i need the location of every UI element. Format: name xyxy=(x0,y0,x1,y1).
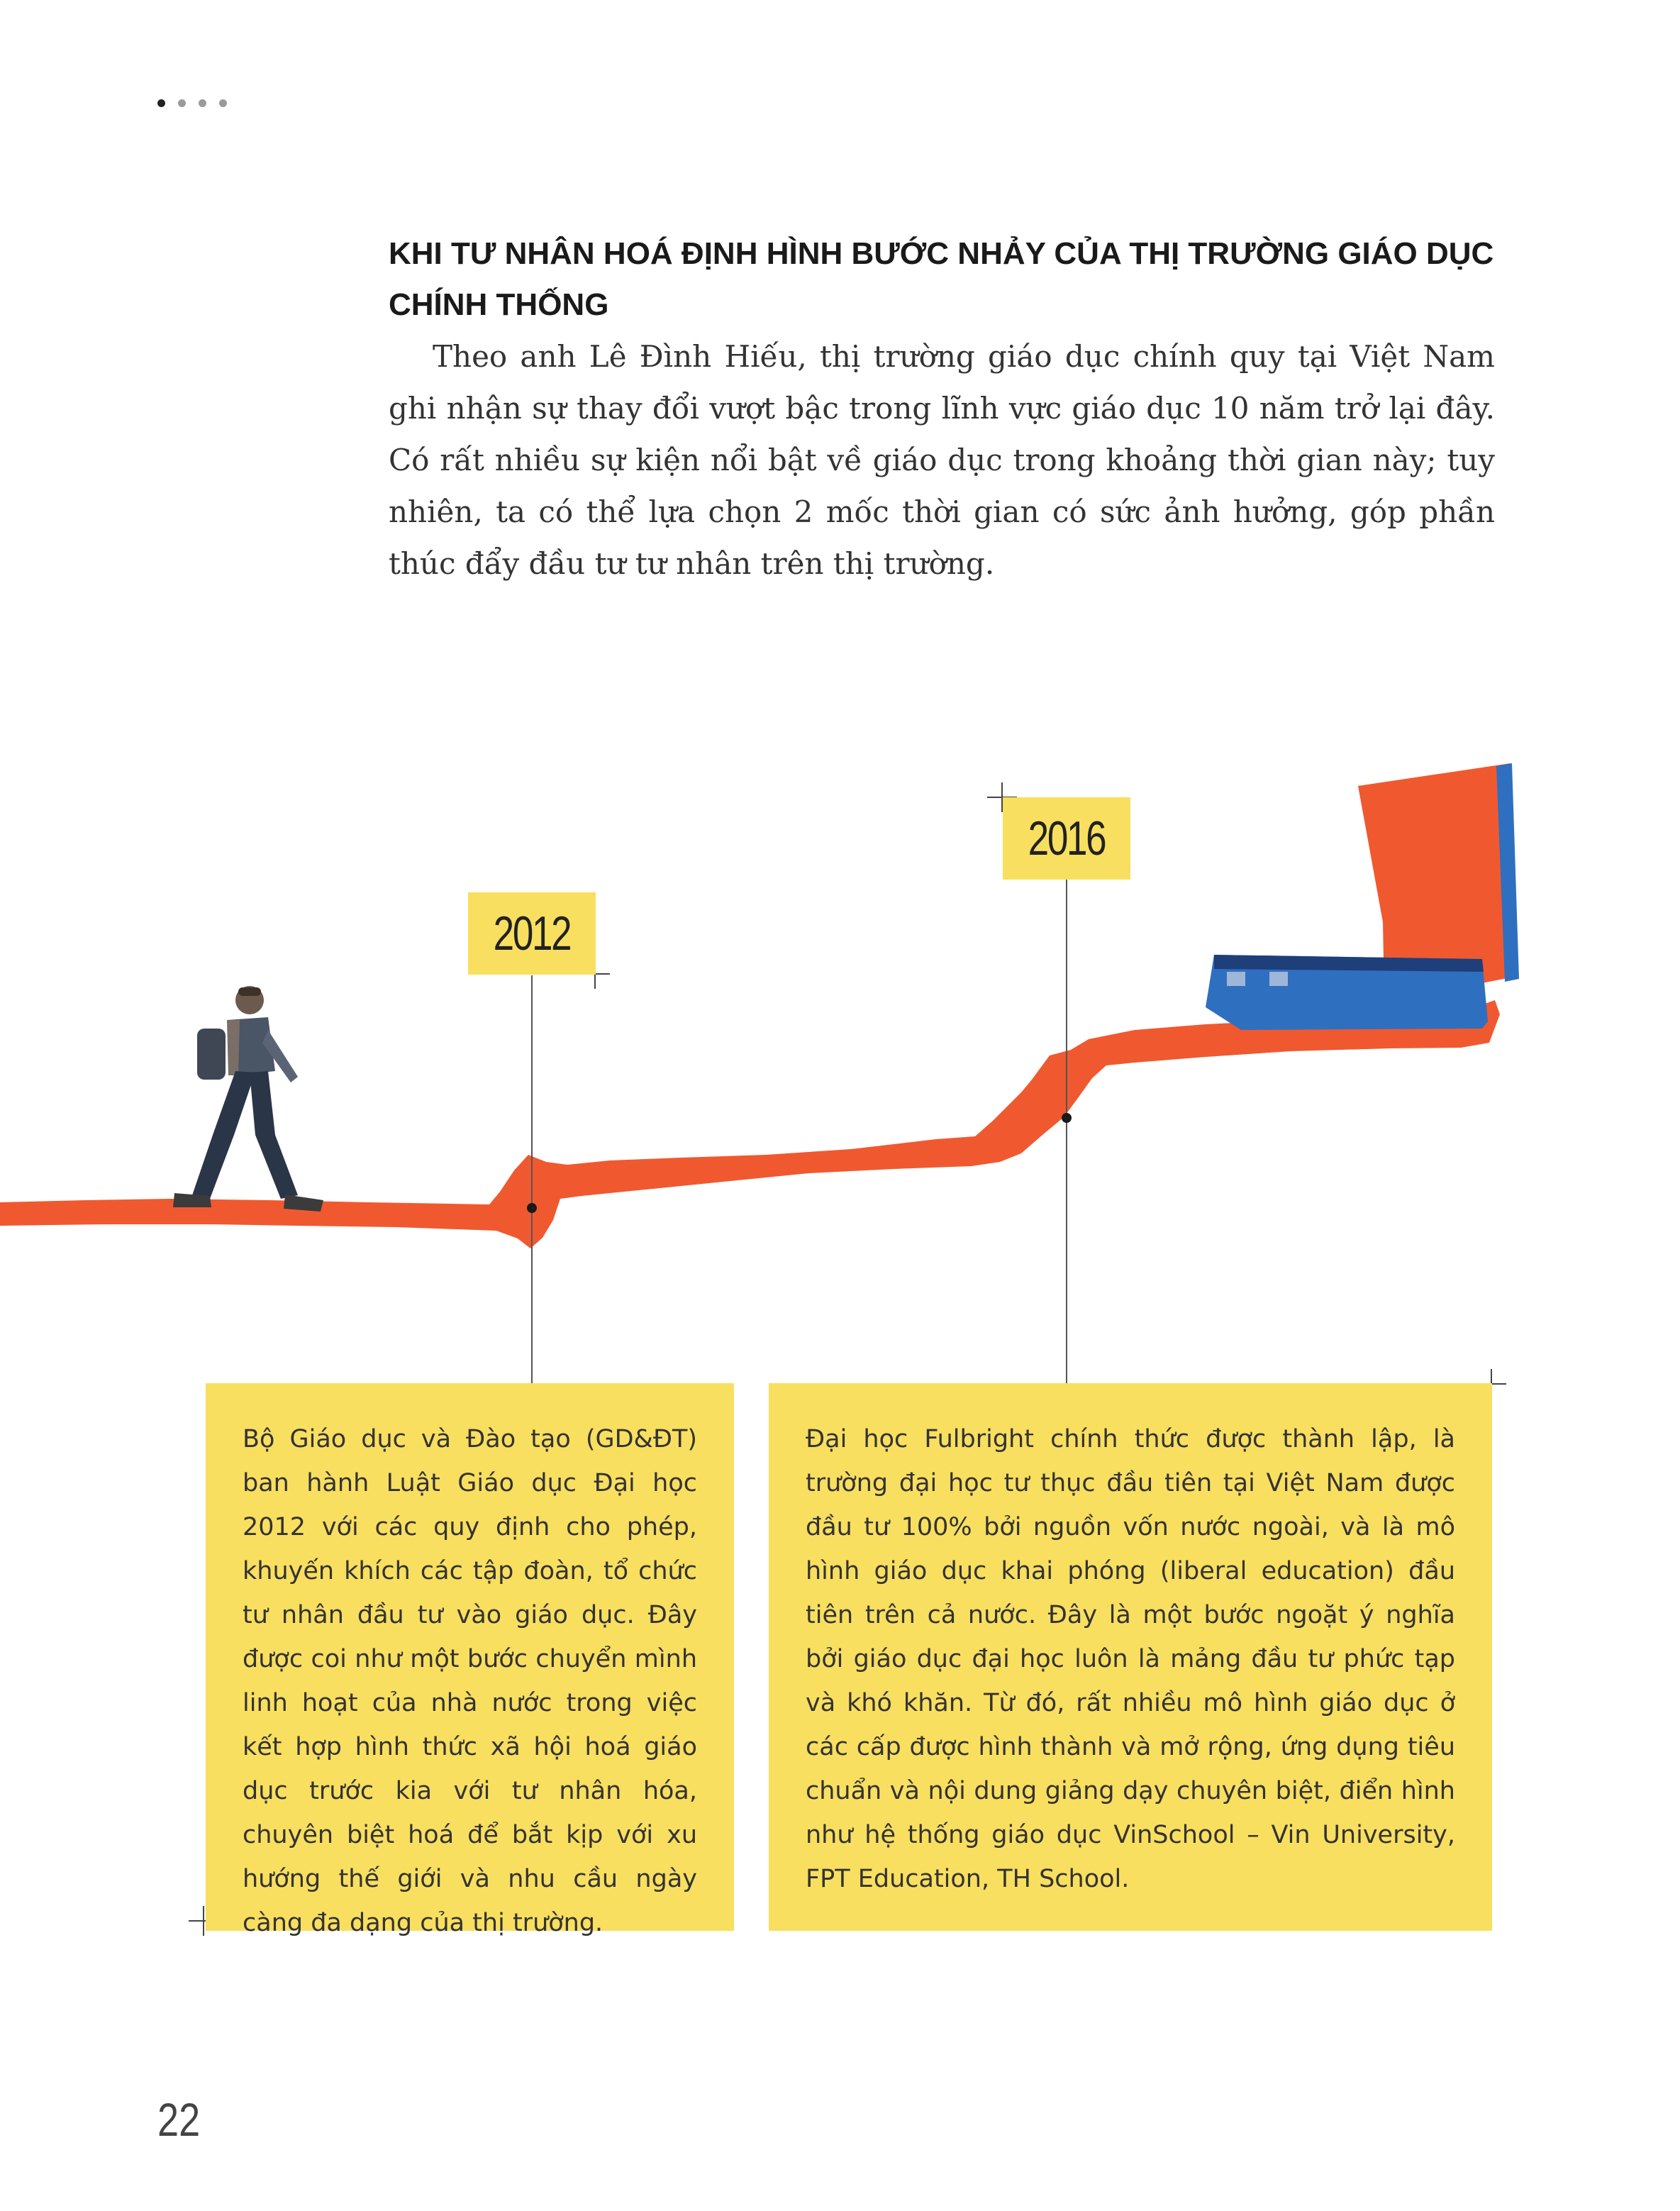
intro-paragraph: Theo anh Lê Đình Hiếu, thị trường giáo dục chính quy tại Việt Nam ghi nhận sự thay đổi vượt bậc trong lĩnh vực giáo dục 10 năm trở lại đây. Có rất nhiều sự kiện nổi bật về giáo dục trong khoảng thời gian này; tuy nhiên, ta có thể lựa chọn 2 mốc thời gian có sức ảnh hưởng, góp phần thúc đẩy đầu tư tư nhân trên thị trường. xyxy=(389,339,1495,581)
milestone-text-2012: Bộ Giáo dục và Đào tạo (GD&ĐT) ban hành Luật Giáo dục Đại học 2012 với các quy định cho phép, khuyến khích các tập đoàn, tổ chức tư nhân đầu tư vào giáo dục. Đây được coi như một bước chuyển mình linh hoạt của nhà nước trong việc kết hợp hình thức xã hội hoá giáo dục trước kia với tư nhân hóa, chuyên biệt hoá để bắt kịp với xu hướng thế giới và nhu cầu ngày càng đa dạng của thị trường. xyxy=(243,1425,697,1937)
year-text-2012: 2012 xyxy=(482,892,582,975)
milestone-card-2016 xyxy=(769,1383,1492,1931)
milestone-card-2012 xyxy=(206,1383,734,1937)
section-heading: KHI TƯ NHÂN HOÁ ĐỊNH HÌNH BƯỚC NHẢY CỦA THỊ TRƯỜNG GIÁO DỤC CHÍNH THỐNG xyxy=(389,236,1494,322)
page-number: 22 xyxy=(157,2093,201,2146)
milestone-text-2016: Đại học Fulbright chính thức được thành lập, là trường đại học tư thục đầu tiên tại Việt Nam được đầu tư 100% bởi nguồn vốn nước ngoài, và là mô hình giáo dục khai phóng (liberal education) đầu tiên trên cả nước. Đây là một bước ngoặt ý nghĩa bởi giáo dục đại học luôn là mảng đầu tư phức tạp và khó khăn. Từ đó, rất nhiều mô hình giáo dục ở các cấp được hình thành và mở rộng, ứng dụng tiêu chuẩn và nội dung giảng dạy chuyên biệt, điển hình như hệ thống giáo dục VinSchool – Vin University, FPT Education, TH School. xyxy=(806,1425,1455,1893)
year-text-2016: 2016 xyxy=(1017,797,1116,880)
